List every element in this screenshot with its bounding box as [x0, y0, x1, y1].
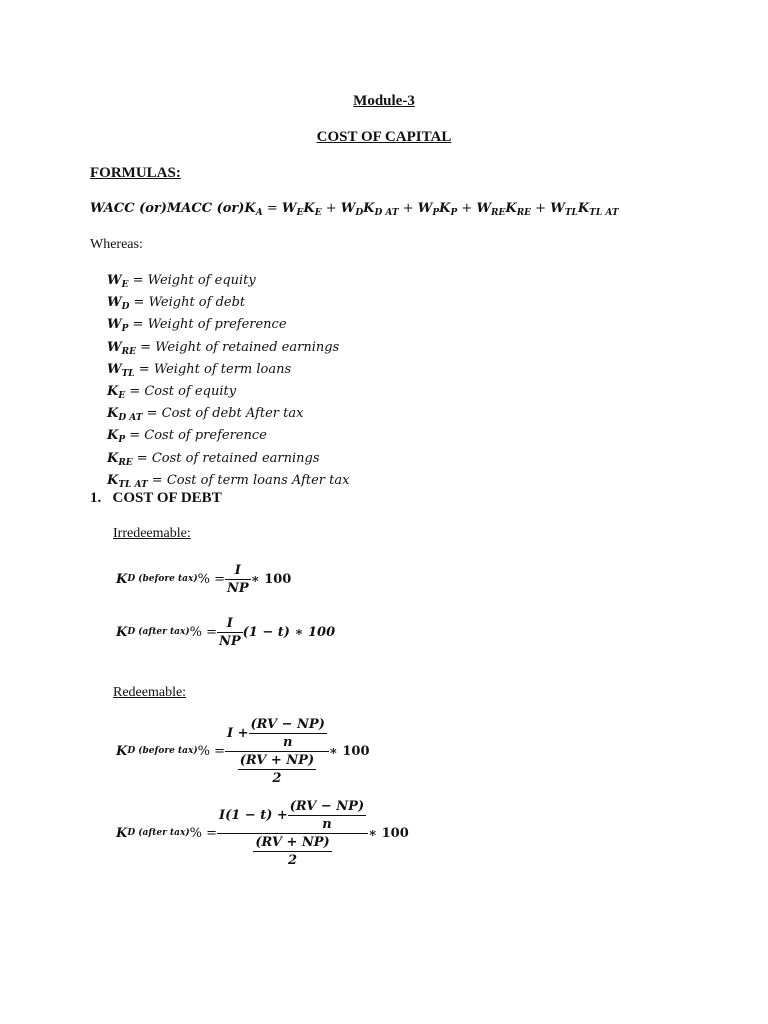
f3-sub: D (before tax) [127, 746, 198, 756]
wacc-term-k-sub: TL AT [589, 208, 619, 218]
definition-subscript: P [118, 435, 126, 446]
definition-text: Cost of term loans After tax [166, 472, 350, 488]
f2-sub: D (after tax) [127, 627, 190, 637]
wacc-term-k-sub: RE [516, 208, 532, 218]
whereas-label: Whereas: [90, 237, 143, 252]
wacc-term-w-sub: RE [491, 208, 506, 218]
f2-equals: % = [189, 624, 217, 640]
f3-tail: ∗ 100 [328, 743, 370, 759]
definition-equals: = [125, 428, 145, 444]
f2-tail: (1 − t) ∗ 100 [242, 624, 336, 640]
section-number: 1. [90, 490, 102, 506]
definition-row [107, 339, 349, 361]
formula-kd-before-tax-redeemable [116, 716, 370, 786]
wacc-term-k-sub: D AT [374, 208, 399, 218]
definition-symbol: W [107, 339, 122, 355]
definition-equals: = [134, 361, 154, 377]
f4-k: K [116, 825, 128, 841]
definition-symbol: W [107, 361, 122, 377]
wacc-term-w-sub: P [432, 208, 440, 218]
definition-text: Weight of term loans [153, 361, 292, 377]
definition-text: Weight of equity [147, 273, 256, 288]
wacc-plus: + [321, 201, 341, 216]
definition-symbol: K [107, 406, 119, 422]
f2-denominator: NP [218, 633, 241, 649]
f4-den-numerator: (RV + NP) [255, 834, 330, 850]
wacc-plus: + [398, 201, 418, 216]
f3-inner-denominator: n [249, 733, 327, 750]
f3-main-denominator [225, 751, 329, 786]
definition-row [107, 427, 349, 449]
irredeemable-label: Irredeemable: [113, 526, 191, 541]
definition-text: Cost of equity [144, 384, 237, 400]
module-title: Module-3 [353, 93, 415, 109]
f2-k: K [116, 624, 128, 640]
definition-subscript: D AT [118, 413, 143, 424]
definition-equals: = [132, 450, 152, 466]
formula-kd-after-tax-redeemable [116, 798, 409, 868]
f3-inner-numerator: (RV − NP) [250, 716, 325, 732]
page-title: COST OF CAPITAL [316, 129, 452, 145]
wacc-term-k: K [303, 201, 315, 216]
wacc-k-sub: A [255, 208, 263, 218]
wacc-equals: = [262, 201, 282, 216]
definitions-list [107, 272, 349, 494]
wacc-term-w: W [417, 201, 433, 216]
f1-equals: % = [197, 571, 226, 587]
f4-tail: ∗ 100 [368, 825, 409, 841]
f4-inner-denominator: n [288, 815, 366, 832]
definition-row [107, 316, 349, 338]
f4-main-fraction [217, 799, 368, 868]
wacc-plus: + [531, 201, 551, 216]
definition-row [107, 405, 349, 427]
definition-symbol: W [107, 273, 122, 288]
definition-symbol: K [107, 472, 119, 488]
definition-equals: = [125, 384, 145, 400]
f4-num-prefix: I(1 − t) + [218, 807, 288, 823]
wacc-term-w: W [281, 201, 297, 216]
definition-equals: = [129, 295, 149, 311]
definition-equals: = [128, 273, 148, 288]
definition-row [107, 294, 349, 316]
definition-subscript: TL AT [118, 479, 148, 490]
definition-text: Weight of debt [148, 295, 246, 311]
definition-text: Weight of retained earnings [155, 339, 340, 355]
definition-row [107, 272, 349, 294]
definition-subscript: RE [118, 457, 133, 468]
definition-equals: = [142, 406, 162, 422]
f1-numerator: I [234, 562, 241, 578]
definition-subscript: TL [121, 368, 135, 379]
redeemable-label: Redeemable: [113, 685, 187, 700]
f1-denominator: NP [227, 580, 249, 596]
definition-subscript: RE [121, 346, 136, 357]
wacc-formula [90, 201, 619, 218]
f4-den-fraction [253, 835, 331, 868]
definition-subscript: E [121, 280, 129, 290]
f1-sub: D (before tax) [127, 574, 198, 584]
f1-tail: ∗ 100 [250, 571, 292, 587]
definition-row [107, 383, 349, 405]
wacc-plus: + [457, 201, 477, 216]
f4-den-denominator: 2 [253, 851, 331, 868]
f4-equals: % = [189, 825, 217, 841]
f3-main-numerator [225, 717, 329, 751]
formula-kd-after-tax-irredeemable [116, 613, 335, 651]
f4-inner-fraction [288, 799, 366, 832]
wacc-term-k: K [439, 201, 451, 216]
section-title: COST OF DEBT [112, 490, 222, 506]
f3-den-numerator: (RV + NP) [239, 752, 315, 768]
section-heading-cost-of-debt [90, 490, 222, 507]
f3-k: K [116, 743, 128, 759]
f2-numerator: I [226, 615, 233, 631]
definition-symbol: W [107, 295, 122, 311]
wacc-term-k: K [505, 201, 517, 216]
wacc-term-w: W [550, 201, 565, 216]
definition-row [107, 450, 349, 472]
wacc-term-k: K [577, 201, 590, 216]
definition-symbol: K [107, 384, 119, 400]
definition-text: Weight of preference [147, 317, 287, 333]
definition-symbol: K [107, 428, 119, 444]
f3-num-prefix: I + [227, 725, 249, 741]
f1-fraction [225, 563, 251, 596]
wacc-term-k-sub: E [314, 208, 322, 218]
f3-den-fraction [238, 753, 316, 786]
f1-k: K [116, 571, 128, 587]
wacc-terms [282, 201, 619, 216]
f3-den-denominator: 2 [238, 769, 316, 786]
wacc-term-w-sub: E [296, 208, 304, 218]
definition-symbol: W [107, 317, 122, 333]
formula-kd-before-tax-irredeemable [116, 560, 291, 598]
definition-symbol: K [107, 450, 119, 466]
f4-sub: D (after tax) [127, 828, 190, 838]
wacc-k: K [244, 201, 256, 216]
wacc-term-k: K [363, 201, 375, 216]
definition-row [107, 361, 349, 383]
wacc-term-w: W [476, 201, 492, 216]
f2-fraction [217, 616, 243, 649]
definition-text: Cost of debt After tax [161, 406, 304, 422]
formulas-heading: FORMULAS: [90, 165, 181, 181]
f4-main-numerator [217, 799, 368, 833]
definition-equals: = [128, 317, 148, 333]
definition-equals: = [135, 339, 156, 355]
f4-inner-numerator: (RV − NP) [289, 798, 365, 814]
wacc-term-w: W [340, 201, 356, 216]
f3-equals: % = [197, 743, 226, 759]
f3-inner-fraction [249, 717, 327, 750]
f4-main-denominator [217, 833, 368, 868]
definition-text: Cost of preference [144, 428, 267, 444]
wacc-term-w-sub: TL [564, 208, 578, 218]
definition-subscript: P [121, 324, 129, 335]
f3-main-fraction [225, 717, 329, 786]
definition-text: Cost of retained earnings [151, 450, 320, 466]
definition-equals: = [147, 472, 167, 488]
wacc-lhs: WACC (or)MACC (or) [90, 201, 245, 216]
definition-subscript: E [118, 391, 126, 402]
wacc-term-k-sub: P [450, 208, 458, 218]
definition-subscript: D [121, 302, 130, 313]
wacc-term-w-sub: D [355, 208, 364, 218]
